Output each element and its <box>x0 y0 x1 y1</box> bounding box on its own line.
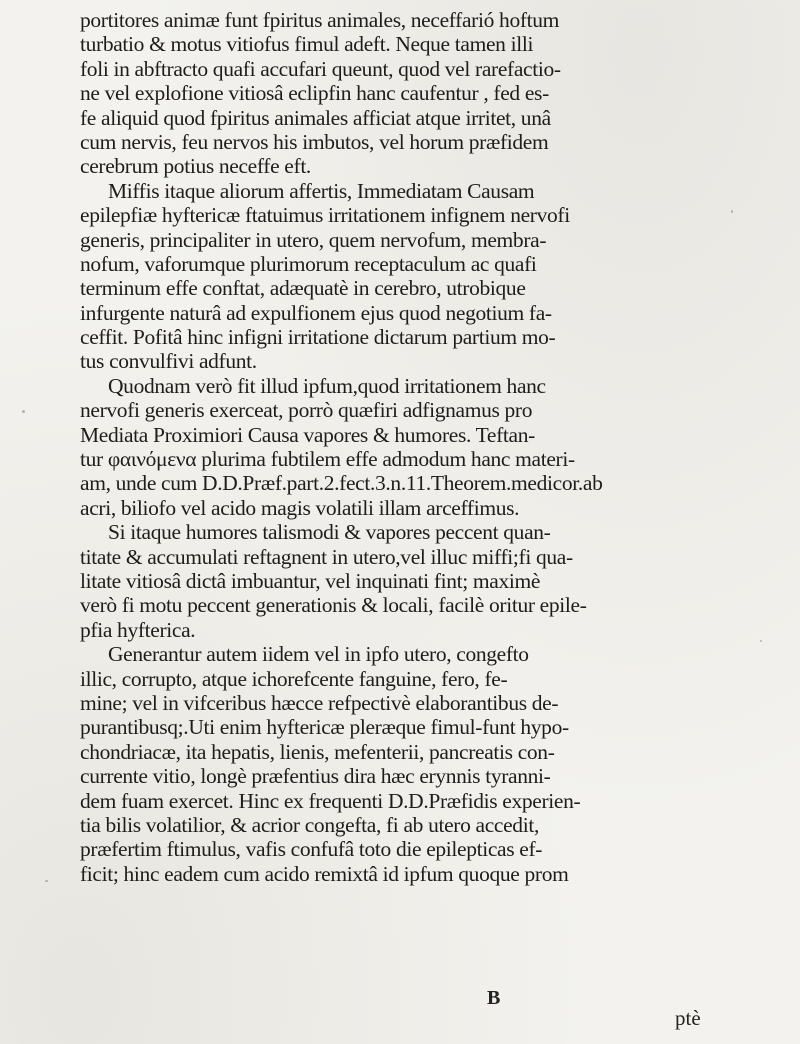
text-line-6: cum nervis, feu nervos his imbutos, vel horum præfidem <box>80 129 549 154</box>
text-line-13: infurgente naturâ ad expulfionem ejus quod negotium fa- <box>80 300 552 325</box>
paper-speck <box>731 210 733 213</box>
catchword: ptè <box>675 1006 701 1030</box>
text-line-2: turbatio & motus vitiofus fimul adeft. Neque tamen illi <box>80 32 534 57</box>
text-line-10: generis, principaliter in utero, quem nervofum, membra- <box>80 227 547 252</box>
text-line-31: chondriacæ, ita hepatis, lienis, mefenterii, pancreatis con- <box>80 739 555 764</box>
text-line-34: tia bilis volatilior, & acrior congefta, fi ab utero accedit, <box>80 812 539 837</box>
body-text <box>80 8 720 886</box>
text-line-24: litate vitiosâ dictâ imbuantur, vel inquinati fint; maximè <box>80 568 541 593</box>
text-line-29: mine; vel in vifceribus hæcce refpectivè elaborantibus de- <box>80 690 559 715</box>
text-line-19: tur φαινόμενα plurima fubtilem effe admodum hanc materi- <box>80 447 575 472</box>
text-line-18: Mediata Proximiori Causa vapores & humores. Teftan- <box>80 422 535 447</box>
text-line-26: pfia hyfterica. <box>80 617 196 642</box>
text-line-32: currente vitio, longè præfentius dira hæc erynnis tyranni- <box>80 764 551 789</box>
text-line-25: verò fi motu peccent generationis & locali, facilè oritur epile- <box>80 593 587 618</box>
text-line-22: Si itaque humores talismodi & vapores peccent quan- <box>108 520 551 545</box>
text-line-16: Quodnam verò fit illud ipfum,quod irritationem hanc <box>108 373 546 398</box>
text-line-4: ne vel explofione vitiosâ eclipfin hanc caufentur , fed es- <box>80 81 549 106</box>
text-line-27: Generantur autem iidem vel in ipfo utero, congefto <box>108 642 529 667</box>
text-line-21: acri, biliofo vel acido magis volatili illam arceffimus. <box>80 495 520 520</box>
text-line-20: am, unde cum D.D.Præf.part.2.fect.3.n.11.Theorem.medicor.ab <box>80 471 603 496</box>
text-line-15: tus convulfivi adfunt. <box>80 349 257 374</box>
paper-speck <box>45 880 48 882</box>
text-line-23: titate & accumulati reftagnent in utero,vel illuc miffi;fi qua- <box>80 544 573 569</box>
text-line-30: purantibusq;.Uti enim hyftericæ pleræque fimul-funt hypo- <box>80 715 569 740</box>
text-line-17: nervofi generis exerceat, porrò quæfiri adfignamus pro <box>80 398 533 423</box>
text-line-3: foli in abftracto quafi accufari queunt, quod vel rarefactio- <box>80 56 561 81</box>
text-line-11: nofum, vaforumque plurimorum receptaculum ac quafi <box>80 251 537 276</box>
text-line-35: præfertim ftimulus, vafis confufâ toto die epilepticas ef- <box>80 837 543 862</box>
signature-mark: B <box>487 987 501 1009</box>
paper-speck <box>760 640 762 642</box>
text-line-33: dem fuam exercet. Hinc ex frequenti D.D.Præfidis experien- <box>80 788 581 813</box>
paper-speck <box>22 410 25 413</box>
text-line-1: portitores animæ funt fpiritus animales, neceffarió hoftum <box>80 8 560 32</box>
text-line-9: epilepfiæ hyftericæ ftatuimus irritationem infignem nervofi <box>80 203 570 228</box>
text-line-14: ceffit. Pofitâ hinc infigni irritatione dictarum partium mo- <box>80 325 556 350</box>
text-line-5: fe aliquid quod fpiritus animales afficiat atque irritet, unâ <box>80 105 551 130</box>
text-line-28: illic, corrupto, atque ichorefcente fanguine, fero, fe- <box>80 666 508 691</box>
text-line-12: terminum effe conftat, adæquatè in cerebro, utrobique <box>80 276 526 301</box>
text-line-7: cerebrum potius neceffe eft. <box>80 154 311 179</box>
text-line-36: ficit; hinc eadem cum acido remixtâ id ipfum quoque prom <box>80 861 569 886</box>
text-line-8: Miffis itaque aliorum affertis, Immediatam Causam <box>108 178 535 203</box>
